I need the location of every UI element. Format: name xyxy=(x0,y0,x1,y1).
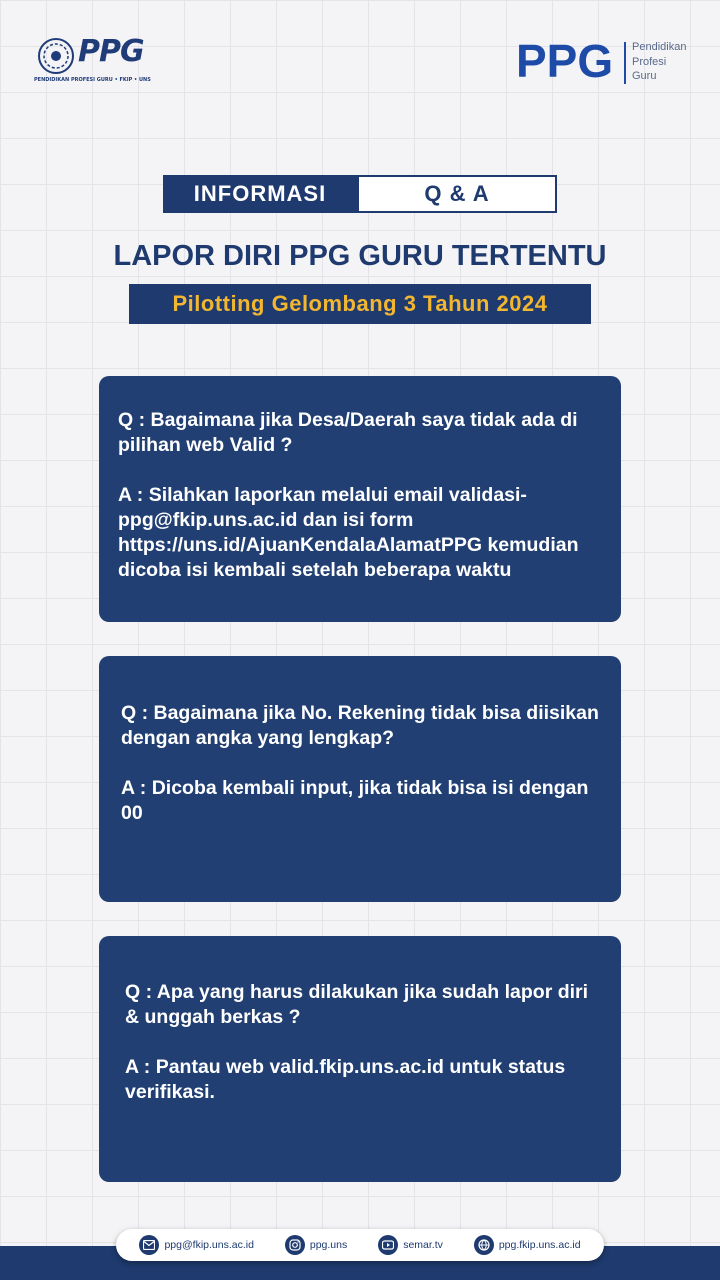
ppg-brand-logo xyxy=(516,36,696,86)
page-subtitle: Pilotting Gelombang 3 Tahun 2024 xyxy=(129,284,591,324)
ppg-uns-logo xyxy=(32,34,162,88)
brand-word: Guru xyxy=(632,70,657,82)
category-tabs xyxy=(163,175,557,213)
ppg-brand-big: PPG xyxy=(516,35,614,87)
qa-card xyxy=(99,656,621,902)
contact-website-text: ppg.fkip.uns.ac.id xyxy=(498,1239,581,1251)
ppg-brand-words xyxy=(632,40,686,84)
contact-email-text: ppg@fkip.uns.ac.id xyxy=(164,1239,254,1251)
ppg-logo-subtext: PENDIDIKAN PROFESI GURU • FKIP • UNS xyxy=(34,77,151,83)
logo-divider xyxy=(624,42,626,84)
qa-question: Q : Bagaimana jika Desa/Daerah saya tidak ada di pilihan web Valid ? xyxy=(118,409,578,456)
qa-question: Q : Apa yang harus dilakukan jika sudah lapor diri & unggah berkas ? xyxy=(125,981,589,1028)
contact-instagram-text: ppg.uns xyxy=(309,1239,348,1251)
brand-word: Pendidikan xyxy=(632,41,687,53)
ppg-logo-text: PPG xyxy=(78,34,144,69)
contact-email[interactable] xyxy=(139,1235,253,1255)
tab-informasi[interactable]: INFORMASI xyxy=(163,175,357,213)
contact-website[interactable] xyxy=(474,1235,581,1255)
youtube-icon xyxy=(378,1235,398,1255)
web-icon xyxy=(474,1235,494,1255)
contact-bar xyxy=(116,1229,604,1261)
tab-qa[interactable]: Q & A xyxy=(357,175,557,213)
qa-answer: A : Dicoba kembali input, jika tidak bisa isi dengan 00 xyxy=(121,777,589,824)
uns-emblem-icon xyxy=(36,36,76,76)
email-icon xyxy=(139,1235,159,1255)
instagram-icon xyxy=(285,1235,305,1255)
page-title: LAPOR DIRI PPG GURU TERTENTU xyxy=(113,240,607,272)
brand-word: Profesi xyxy=(632,55,667,68)
qa-answer: A : Pantau web valid.fkip.uns.ac.id untuk status verifikasi. xyxy=(125,1056,566,1103)
qa-card xyxy=(99,936,621,1182)
contact-youtube[interactable] xyxy=(378,1235,443,1255)
qa-question: Q : Bagaimana jika No. Rekening tidak bisa diisikan dengan angka yang lengkap? xyxy=(121,702,599,749)
contact-youtube-text: semar.tv xyxy=(403,1239,443,1251)
qa-card xyxy=(99,376,621,622)
contact-instagram[interactable] xyxy=(285,1235,347,1255)
qa-answer: A : Silahkan laporkan melalui email validasi-ppg@fkip.uns.ac.id dan isi form https://uns.id/AjuanKendalaAlamatPPG kemudian dicoba isi kembali setelah beberapa waktu xyxy=(118,484,579,581)
